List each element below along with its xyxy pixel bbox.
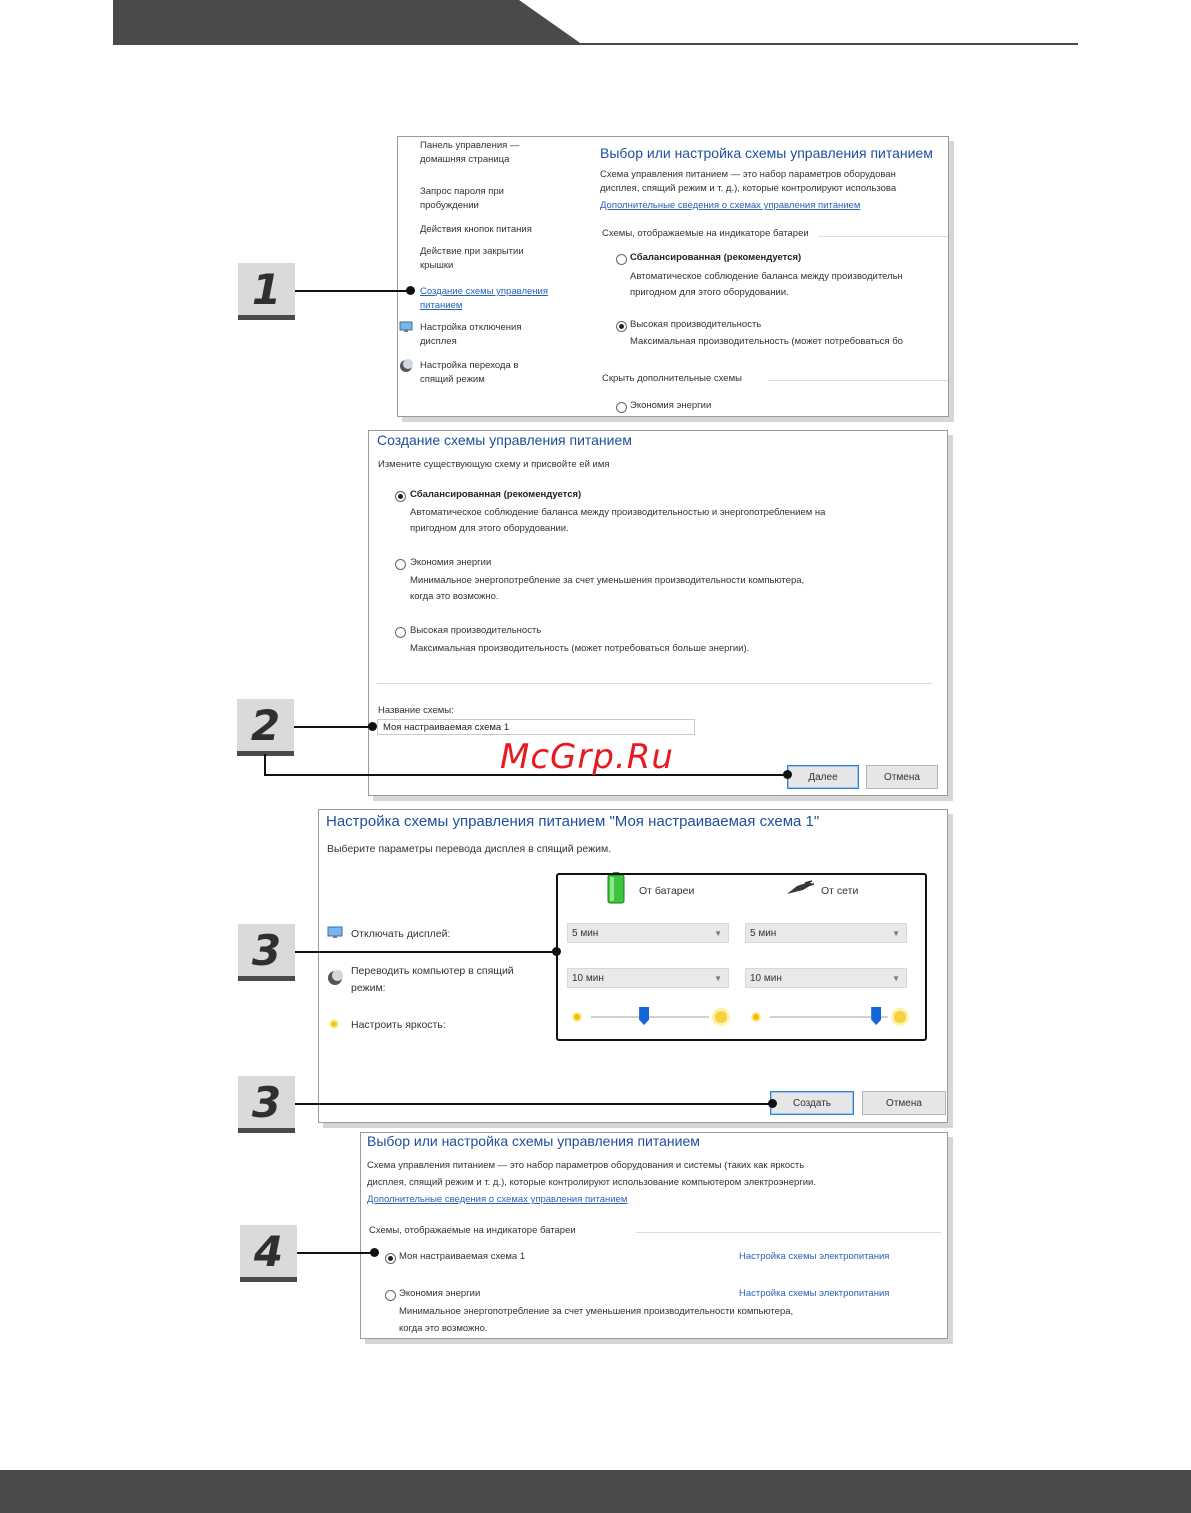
divider — [818, 236, 948, 237]
page-title: Создание схемы управления питанием — [377, 432, 632, 448]
divider — [636, 1232, 941, 1233]
subtitle: Выберите параметры перевода дисплея в спящий режим. — [327, 843, 612, 855]
plan-description: Автоматическое соблюдение баланса между производительн — [630, 271, 903, 282]
sleep-battery-select[interactable] — [567, 968, 729, 988]
chevron-down-icon: ▼ — [714, 929, 722, 938]
radio-high-performance[interactable] — [616, 321, 627, 332]
header-rule — [113, 43, 1078, 45]
radio-power-saver[interactable] — [616, 402, 627, 413]
row-brightness: Настроить яркость: — [351, 1019, 446, 1031]
page-title: Настройка схемы управления питанием "Моя настраиваемая схема 1" — [326, 813, 820, 830]
nav-create-plan[interactable]: Создание схемы управления питанием — [420, 286, 548, 311]
option-description: когда это возможно. — [410, 591, 499, 602]
row-display-off: Отключать дисплей: — [351, 928, 451, 940]
cancel-button[interactable]: Отмена — [866, 765, 938, 789]
step-badge-1: 1 — [238, 263, 295, 320]
divider — [377, 683, 932, 684]
chevron-down-icon: ▼ — [714, 974, 722, 983]
plan-custom-label: Моя настраиваемая схема 1 — [399, 1251, 526, 1262]
group-header: Схемы, отображаемые на индикаторе батареи — [369, 1225, 576, 1236]
footer-bar — [0, 1470, 1191, 1513]
leader-line — [295, 290, 408, 292]
moon-icon — [327, 970, 343, 986]
create-button[interactable]: Создать — [770, 1091, 854, 1115]
plan-description: когда это возможно. — [399, 1323, 488, 1334]
plan-description: пригодном для этого оборудовании. — [630, 287, 789, 298]
step-badge-4: 4 — [240, 1225, 297, 1282]
nav-sleep[interactable]: Настройка перехода в спящий режим — [420, 360, 519, 385]
header-tab — [113, 0, 583, 45]
leader-line — [297, 1252, 375, 1254]
option-high-label: Высокая производительность — [410, 625, 542, 636]
select-value: 10 мин — [750, 973, 782, 984]
watermark: McGrp.Ru — [500, 737, 674, 777]
dim-sun-icon — [572, 1012, 582, 1022]
radio-high-performance[interactable] — [395, 627, 406, 638]
description: Схема управления питанием — это набор параметров оборудован — [600, 169, 896, 180]
panel-plan-list — [360, 1132, 948, 1339]
option-balanced-label: Сбалансированная (рекомендуется) — [410, 489, 582, 500]
next-button[interactable]: Далее — [787, 765, 859, 789]
nav-lid-close[interactable]: Действие при закрытии крышки — [420, 246, 524, 271]
nav-home[interactable]: Панель управления — домашняя страница — [420, 140, 520, 165]
page-title: Выбор или настройка схемы управления питанием — [367, 1133, 700, 1149]
monitor-icon — [399, 321, 413, 333]
leader-line — [295, 951, 557, 953]
select-value: 5 мин — [750, 928, 777, 939]
description: Схема управления питанием — это набор параметров оборудования и системы (таких как яркость — [367, 1160, 805, 1171]
plan-description: Максимальная производительность (может потребоваться бо — [630, 336, 903, 347]
group-header[interactable]: Скрыть дополнительные схемы — [602, 373, 742, 384]
radio-power-saver[interactable] — [385, 1290, 396, 1301]
more-info-link[interactable]: Дополнительные сведения о схемах управления питанием — [367, 1194, 628, 1205]
description: дисплея, спящий режим и т. д.), которые контролируют использова — [600, 183, 897, 194]
plan-description: Минимальное энергопотребление за счет уменьшения производительности компьютера, — [399, 1306, 794, 1317]
select-value: 10 мин — [572, 973, 604, 984]
option-saver-label: Экономия энергии — [410, 557, 492, 568]
nav-display-off[interactable]: Настройка отключения дисплея — [420, 322, 522, 347]
panel-choose-plan — [397, 136, 949, 417]
leader-line — [295, 1103, 773, 1105]
description: дисплея, спящий режим и т. д.), которые контролируют использование компьютером электроэнергии. — [367, 1177, 817, 1188]
option-description: пригодном для этого оборудовании. — [410, 523, 569, 534]
leader-dot — [552, 947, 561, 956]
brightness-ac-track[interactable] — [770, 1016, 888, 1018]
brightness-battery-track[interactable] — [591, 1016, 709, 1018]
monitor-icon — [327, 926, 343, 940]
radio-balanced[interactable] — [395, 491, 406, 502]
plan-saver-label: Экономия энергии — [399, 1288, 481, 1299]
plan-name-label: Название схемы: — [378, 705, 454, 716]
dim-sun-icon — [751, 1012, 761, 1022]
option-description: Максимальная производительность (может потребоваться больше энергии). — [410, 643, 750, 654]
step-badge-3b: 3 — [238, 1076, 295, 1133]
leader-dot — [768, 1099, 777, 1108]
leader-dot — [368, 722, 377, 731]
display-off-battery-select[interactable] — [567, 923, 729, 943]
plan-high-label: Высокая производительность — [630, 319, 762, 330]
column-ac: От сети — [821, 885, 859, 897]
brightness-icon — [327, 1017, 341, 1031]
select-value: 5 мин — [572, 928, 599, 939]
group-header: Схемы, отображаемые на индикаторе батареи — [602, 228, 809, 239]
plan-settings-link[interactable]: Настройка схемы электропитания — [739, 1288, 890, 1299]
radio-power-saver[interactable] — [395, 559, 406, 570]
bright-sun-icon — [715, 1011, 727, 1023]
option-description: Автоматическое соблюдение баланса между производительностью и энергопотреблением на — [410, 507, 826, 518]
leader-line — [264, 754, 266, 775]
bright-sun-icon — [894, 1011, 906, 1023]
plan-balanced-label: Сбалансированная (рекомендуется) — [630, 252, 802, 263]
plan-saver-label: Экономия энергии — [630, 400, 712, 411]
row-sleep: Переводить компьютер в спящий режим: — [351, 965, 514, 994]
cancel-button[interactable]: Отмена — [862, 1091, 946, 1115]
plan-settings-link[interactable]: Настройка схемы электропитания — [739, 1251, 890, 1262]
option-description: Минимальное энергопотребление за счет уменьшения производительности компьютера, — [410, 575, 805, 586]
leader-dot — [370, 1248, 379, 1257]
radio-custom-plan[interactable] — [385, 1253, 396, 1264]
sleep-ac-select[interactable] — [745, 968, 907, 988]
plan-name-input[interactable]: Моя настраиваемая схема 1 — [377, 719, 695, 735]
leader-dot — [406, 286, 415, 295]
panel-plan-settings — [318, 809, 948, 1123]
divider — [768, 380, 948, 381]
display-off-ac-select[interactable] — [745, 923, 907, 943]
step-badge-2: 2 — [237, 699, 294, 756]
leader-line — [294, 726, 372, 728]
page-title: Выбор или настройка схемы управления питанием — [600, 145, 933, 161]
step-badge-3: 3 — [238, 924, 295, 981]
radio-balanced[interactable] — [616, 254, 627, 265]
subtitle: Измените существующую схему и присвойте ей имя — [378, 459, 610, 470]
nav-power-buttons[interactable]: Действия кнопок питания — [420, 224, 532, 235]
column-battery: От батареи — [639, 885, 695, 897]
chevron-down-icon: ▼ — [892, 929, 900, 938]
chevron-down-icon: ▼ — [892, 974, 900, 983]
moon-icon — [399, 359, 413, 373]
more-info-link[interactable]: Дополнительные сведения о схемах управления питанием — [600, 200, 861, 211]
nav-password-wakeup[interactable]: Запрос пароля при пробуждении — [420, 186, 504, 211]
leader-dot — [783, 770, 792, 779]
